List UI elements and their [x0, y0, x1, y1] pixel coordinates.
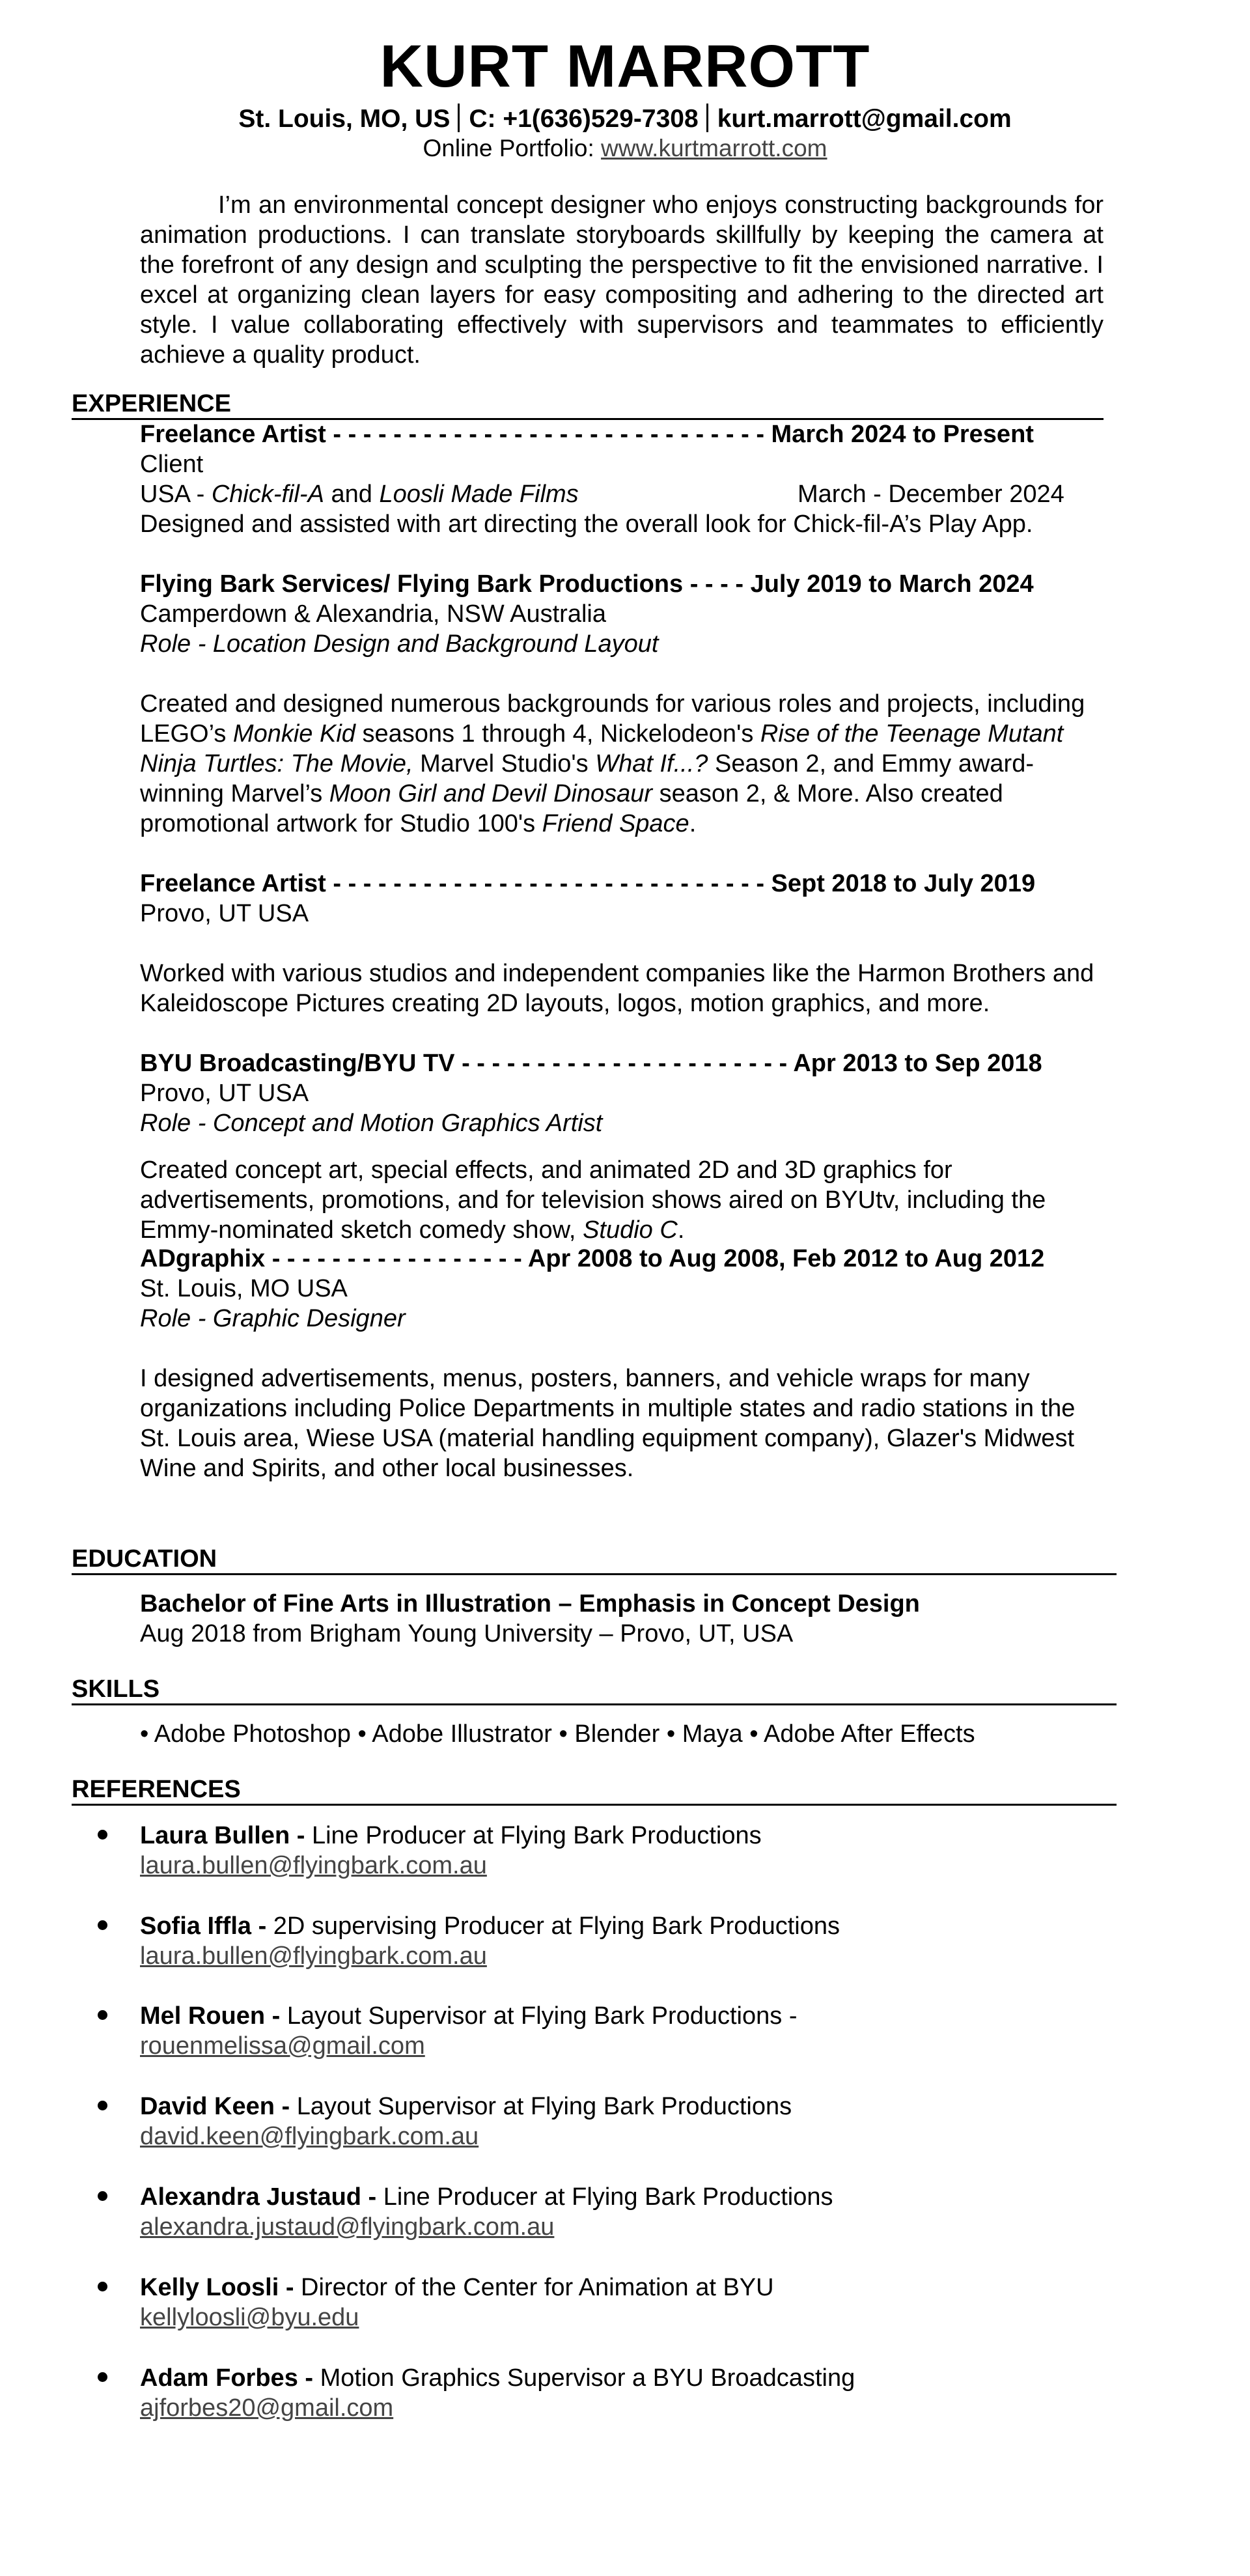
client-label: Client — [140, 451, 204, 478]
degree-detail: Aug 2018 from Brigham Young University – Provo, UT, USA — [140, 1620, 794, 1647]
reference-email-link[interactable]: kellyloosli@byu.edu — [140, 2304, 359, 2331]
reference-email-line — [140, 2031, 425, 2061]
education-heading-label: EDUCATION — [72, 1545, 217, 1573]
reference-title: Kelly Loosli - Director of the Center for Animation at BYU — [140, 2274, 774, 2301]
reference-email-line — [140, 2303, 359, 2332]
reference-title: Alexandra Justaud - Line Producer at Flying Bark Productions — [140, 2183, 833, 2211]
experience-heading — [72, 389, 1104, 420]
summary-paragraph: I’m an environmental concept designer who enjoys constructing backgrounds for animation productions. I can translate storyboards skillfully by keeping the camera at the forefront of any design and sculpting the perspective to fit the envisioned narrative. I excel at organizing clean layers for easy compositing and adhering to the directed art style. I value collaborating effectively with supervisors and teammates to efficiently achieve a quality product. — [140, 191, 1104, 369]
client-line: USA - Chick-fil-A and Loosli Made Films — [140, 481, 579, 508]
job-description: Created concept art, special effects, and animated 2D and 3D graphics for advertisements, promotions, and for television shows aired on BYUtv, including the Emmy-nominated sketch comedy show, Studio C. — [140, 1156, 1046, 1244]
references-heading-label: REFERENCES — [72, 1776, 241, 1803]
bullet-icon — [98, 2010, 107, 2020]
experience-heading-label: EXPERIENCE — [72, 390, 231, 417]
reference-email-link[interactable]: laura.bullen@flyingbark.com.au — [140, 1852, 487, 1879]
reference-email-line — [140, 2121, 479, 2151]
reference-title: Adam Forbes - Motion Graphics Supervisor a BYU Broadcasting — [140, 2364, 855, 2392]
job-description: Designed and assisted with art directing the overall look for Chick-fil-A’s Play App. — [140, 511, 1033, 538]
skills-text: • Adobe Photoshop • Adobe Illustrator • Blender • Maya • Adobe After Effects — [140, 1720, 975, 1748]
email-text: kurt.marrott@gmail.com — [717, 105, 1012, 133]
phone-text: C: +1(636)529-7308 — [469, 105, 699, 133]
degree-text: Bachelor of Fine Arts in Illustration – Emphasis in Concept Design — [140, 1590, 920, 1617]
reference-email-line — [140, 1851, 487, 1881]
bullet-icon — [98, 2191, 107, 2201]
bullet-icon — [98, 2101, 107, 2110]
job-description: Worked with various studios and independent companies like the Harmon Brothers and Kaleidoscope Pictures creating 2D layouts, logos, motion graphics, and more. — [140, 960, 1094, 1017]
separator — [458, 104, 460, 132]
education-heading — [72, 1545, 1117, 1575]
job-header: Flying Bark Services/ Flying Bark Productions - - - - July 2019 to March 2024 — [140, 570, 1034, 598]
reference-email-line — [140, 1941, 487, 1971]
references-heading — [72, 1775, 1117, 1806]
job-location: Provo, UT USA — [140, 900, 309, 927]
job-role: Role - Concept and Motion Graphics Artist — [140, 1110, 603, 1137]
job-header: Freelance Artist - - - - - - - - - - - - - - - - - - - - - - - - - - - - - Sept 2018 to July 2019 — [140, 870, 1036, 897]
job-role: Role - Location Design and Background Layout — [140, 630, 659, 658]
portfolio-link[interactable]: www.kurtmarrott.com — [601, 135, 827, 161]
reference-email-line — [140, 2212, 554, 2242]
portfolio-line — [0, 133, 1250, 163]
client-dates: March - December 2024 — [798, 481, 1064, 508]
reference-email-link[interactable]: laura.bullen@flyingbark.com.au — [140, 1942, 487, 1970]
job-role: Role - Graphic Designer — [140, 1305, 406, 1332]
separator — [706, 104, 708, 132]
job-description: Created and designed numerous backgrounds for various roles and projects, including LEGO’s Monkie Kid seasons 1 through 4, Nickelodeon's Rise of the Teenage Mutant Ninja Turtles: The Movie, Marvel Studio's What If...? Season 2, and Emmy award-winning Marvel’s Moon Girl and Devil Dinosaur season 2, & More. Also created promotional artwork for Studio 100's Friend Space. — [140, 690, 1085, 837]
reference-email-link[interactable]: david.keen@flyingbark.com.au — [140, 2123, 479, 2150]
bullet-icon — [98, 2372, 107, 2382]
job-header: BYU Broadcasting/BYU TV - - - - - - - - - - - - - - - - - - - - - - Apr 2013 to Sep 2018 — [140, 1050, 1042, 1077]
reference-title: Laura Bullen - Line Producer at Flying Bark Productions — [140, 1822, 762, 1849]
location-text: St. Louis, MO, US — [238, 105, 451, 133]
skills-heading-label: SKILLS — [72, 1675, 160, 1703]
job-location: St. Louis, MO USA — [140, 1275, 348, 1302]
job-description: I designed advertisements, menus, posters, banners, and vehicle wraps for many organizations including Police Departments in multiple states and radio stations in the St. Louis area, Wiese USA (material handling equipment company), Glazer's Midwest Wine and Spirits, and other local businesses. — [140, 1365, 1076, 1482]
reference-email-link[interactable]: alexandra.justaud@flyingbark.com.au — [140, 2213, 555, 2241]
reference-title: Sofia Iffla - 2D supervising Producer at Flying Bark Productions — [140, 1912, 840, 1940]
portfolio-label: Online Portfolio: — [423, 135, 594, 161]
reference-email-link[interactable]: rouenmelissa@gmail.com — [140, 2032, 425, 2060]
job-header: ADgraphix - - - - - - - - - - - - - - - - - Apr 2008 to Aug 2008, Feb 2012 to Aug 2012 — [140, 1245, 1045, 1272]
bullet-icon — [98, 1920, 107, 1930]
reference-email-link[interactable]: ajforbes20@gmail.com — [140, 2394, 394, 2422]
job-location: Camperdown & Alexandria, NSW Australia — [140, 600, 606, 628]
bullet-icon — [98, 2282, 107, 2291]
skills-heading — [72, 1675, 1117, 1705]
job-header: Freelance Artist - - - - - - - - - - - - - - - - - - - - - - - - - - - - - March 2024 to Present — [140, 421, 1034, 448]
reference-title: David Keen - Layout Supervisor at Flying Bark Productions — [140, 2093, 792, 2120]
reference-title: Mel Rouen - Layout Supervisor at Flying Bark Productions - — [140, 2002, 798, 2030]
reference-email-line — [140, 2393, 393, 2423]
candidate-name: KURT MARROTT — [380, 33, 870, 100]
bullet-icon — [98, 1830, 107, 1840]
contact-line — [0, 103, 1250, 135]
job-location: Provo, UT USA — [140, 1080, 309, 1107]
